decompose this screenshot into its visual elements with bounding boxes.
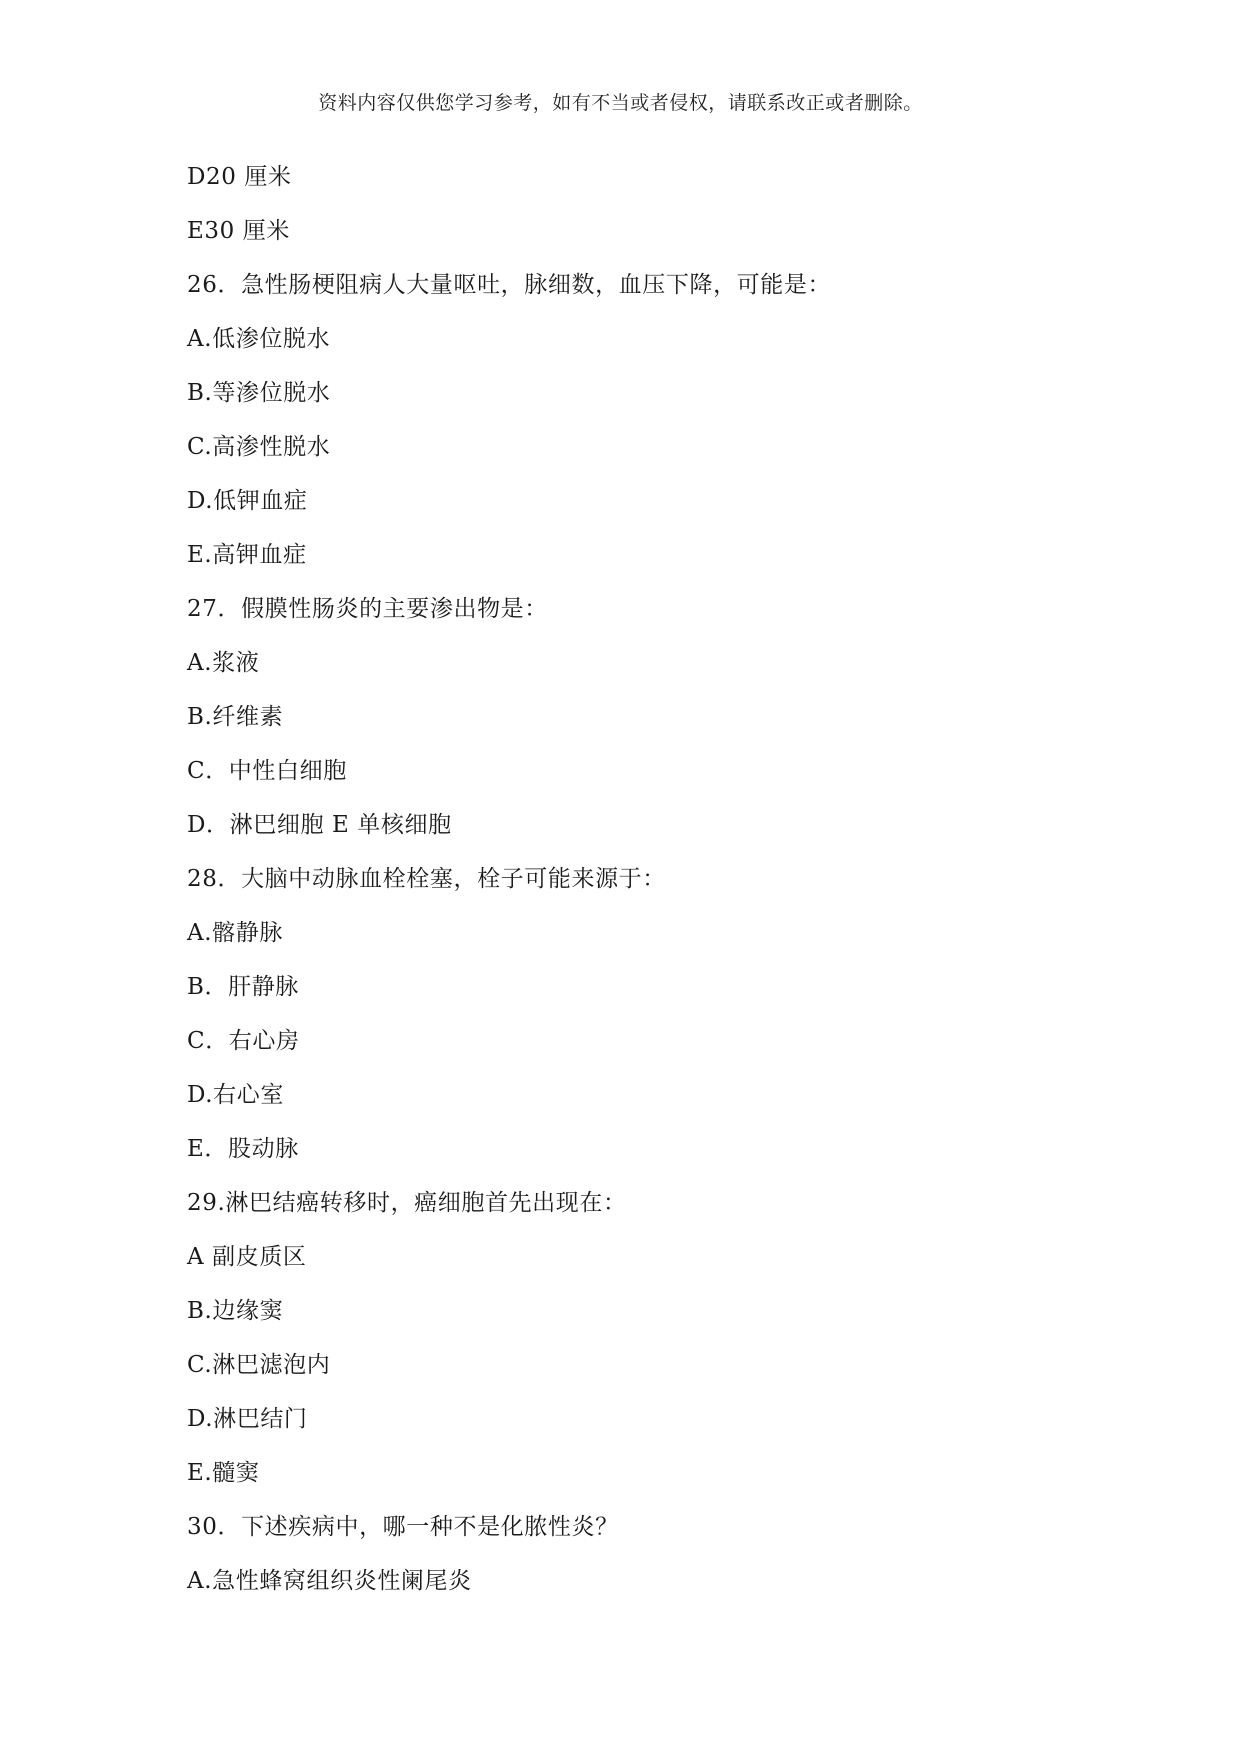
option-line: C．右心房 [187, 1028, 300, 1054]
option-line: D.淋巴结门 [187, 1406, 308, 1432]
option-line: E30 厘米 [187, 218, 290, 244]
option-line: A 副皮质区 [187, 1244, 307, 1270]
option-line: D.右心室 [187, 1082, 284, 1108]
question-30: 30．下述疾病中，哪一种不是化脓性炎？ [187, 1514, 619, 1540]
option-line: C.淋巴滤泡内 [187, 1352, 331, 1378]
question-27: 27．假膜性肠炎的主要渗出物是： [187, 596, 548, 622]
option-line: C．中性白细胞 [187, 758, 347, 784]
option-line: E．股动脉 [187, 1136, 299, 1162]
option-line: A.髂静脉 [187, 920, 283, 946]
question-26: 26．急性肠梗阻病人大量呕吐，脉细数，血压下降，可能是： [187, 272, 832, 298]
option-line: A.低渗位脱水 [187, 326, 331, 352]
document-body [187, 150, 1087, 1608]
question-28: 28．大脑中动脉血栓栓塞，栓子可能来源于： [187, 866, 666, 892]
option-line: D．淋巴细胞 E 单核细胞 [187, 812, 452, 838]
option-line: B.边缘窦 [187, 1298, 284, 1324]
option-line: B.纤维素 [187, 704, 284, 730]
option-line: B.等渗位脱水 [187, 380, 331, 406]
option-line: E.高钾血症 [187, 542, 307, 568]
option-line: E.髓窦 [187, 1460, 260, 1486]
header-disclaimer: 资料内容仅供您学习参考，如有不当或者侵权，请联系改正或者删除。 [318, 92, 923, 114]
option-line: A.急性蜂窝组织炎性阑尾炎 [187, 1568, 472, 1594]
option-line: C.高渗性脱水 [187, 434, 331, 460]
option-line: B．肝静脉 [187, 974, 299, 1000]
question-29: 29.淋巴结癌转移时，癌细胞首先出现在： [187, 1190, 627, 1216]
option-line: A.浆液 [187, 650, 260, 676]
option-line: D.低钾血症 [187, 488, 308, 514]
option-line: D20 厘米 [187, 164, 292, 190]
